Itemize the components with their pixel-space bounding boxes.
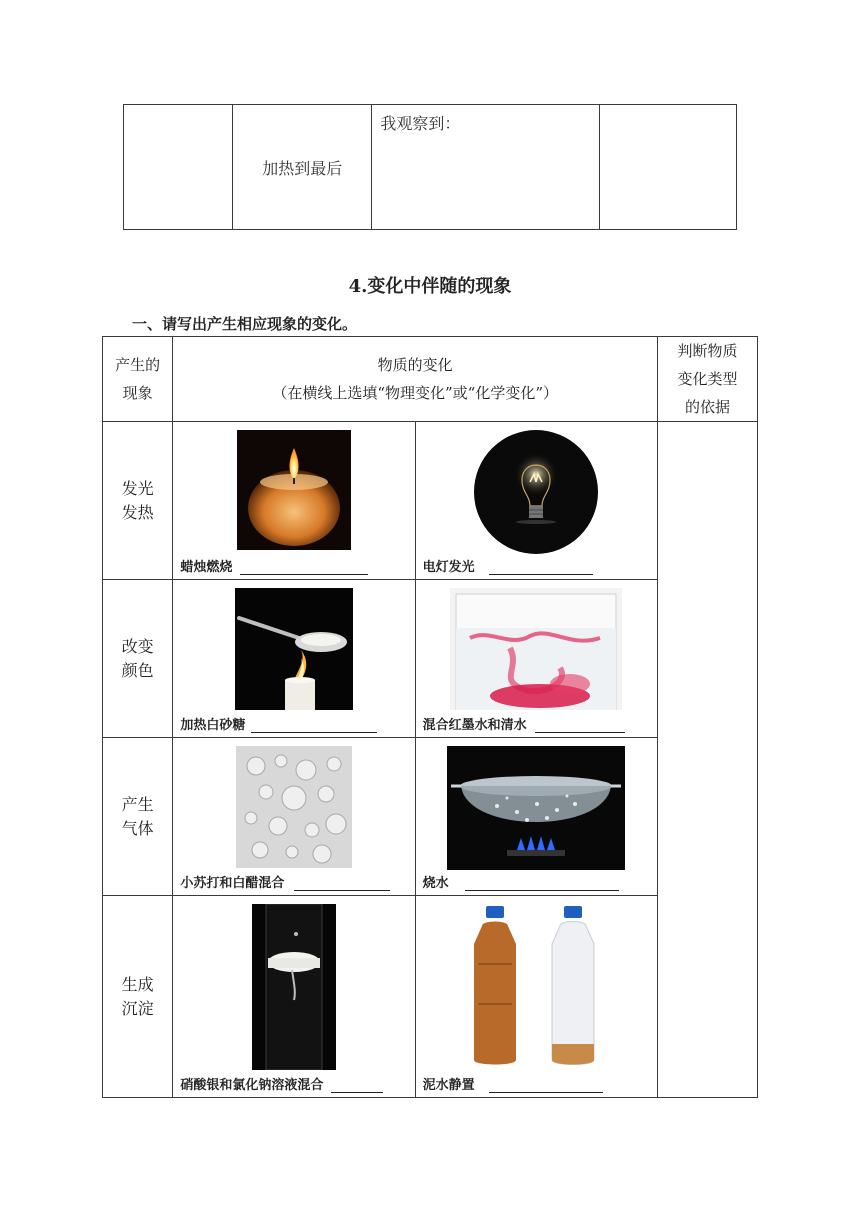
example-caption: 硝酸银和氯化钠溶液混合	[180, 1078, 324, 1093]
answer-blank[interactable]	[331, 1077, 383, 1093]
phenomenon-cell: 发光 发热	[103, 422, 173, 580]
phenomenon-cell: 产生 气体	[103, 738, 173, 896]
example-cell	[173, 580, 415, 738]
section-title: 4.变化中伴随的现象	[348, 276, 512, 297]
example-caption: 加热白砂糖	[180, 718, 246, 733]
observation-prompt: 我观察到：	[372, 105, 599, 230]
foam-bubbles-image	[236, 746, 352, 868]
example-caption: 小苏打和白醋混合	[180, 876, 285, 891]
test-tube-precipitate-image	[252, 904, 336, 1070]
example-caption: 电灯发光	[422, 560, 475, 575]
answer-blank[interactable]	[535, 717, 625, 733]
pot-on-gas-flame-image	[447, 746, 625, 870]
burning-candle-image	[237, 430, 351, 550]
answer-blank[interactable]	[489, 559, 593, 575]
answer-blank[interactable]	[294, 875, 390, 891]
answer-blank[interactable]	[240, 559, 368, 575]
header-phenomenon: 产生的 现象	[103, 337, 173, 422]
example-cell	[415, 422, 657, 580]
phenomenon-cell: 生成 沉淀	[103, 896, 173, 1098]
example-caption: 泥水静置	[422, 1078, 475, 1093]
answer-blank[interactable]	[489, 1077, 603, 1093]
example-cell	[173, 738, 415, 896]
example-caption: 混合红墨水和清水	[422, 718, 527, 733]
step-label: 加热到最后	[233, 105, 372, 230]
answer-blank[interactable]	[251, 717, 377, 733]
empty-cell	[124, 105, 233, 230]
example-caption: 烧水	[422, 876, 449, 891]
red-ink-in-water-image	[450, 588, 622, 710]
glowing-light-bulb-image	[472, 430, 600, 554]
answer-blank[interactable]	[465, 875, 619, 891]
example-caption: 蜡烛燃烧	[180, 560, 233, 575]
example-cell	[415, 580, 657, 738]
observation-table	[123, 104, 737, 230]
example-cell	[173, 422, 415, 580]
header-change: 物质的变化 （在横线上选填“物理变化”或“化学变化”）	[173, 337, 658, 422]
empty-cell	[599, 105, 736, 230]
spoon-over-candle-image	[235, 588, 353, 710]
phenomenon-cell: 改变 颜色	[103, 580, 173, 738]
example-cell	[415, 896, 657, 1098]
example-cell	[415, 738, 657, 896]
phenomena-table	[102, 336, 758, 1098]
muddy-water-bottles-image	[466, 904, 606, 1070]
example-cell	[173, 896, 415, 1098]
header-basis: 判断物质 变化类型 的依据	[658, 337, 758, 422]
basis-cell[interactable]	[658, 422, 758, 1098]
instruction-text: 一、请写出产生相应现象的变化。	[132, 315, 358, 333]
